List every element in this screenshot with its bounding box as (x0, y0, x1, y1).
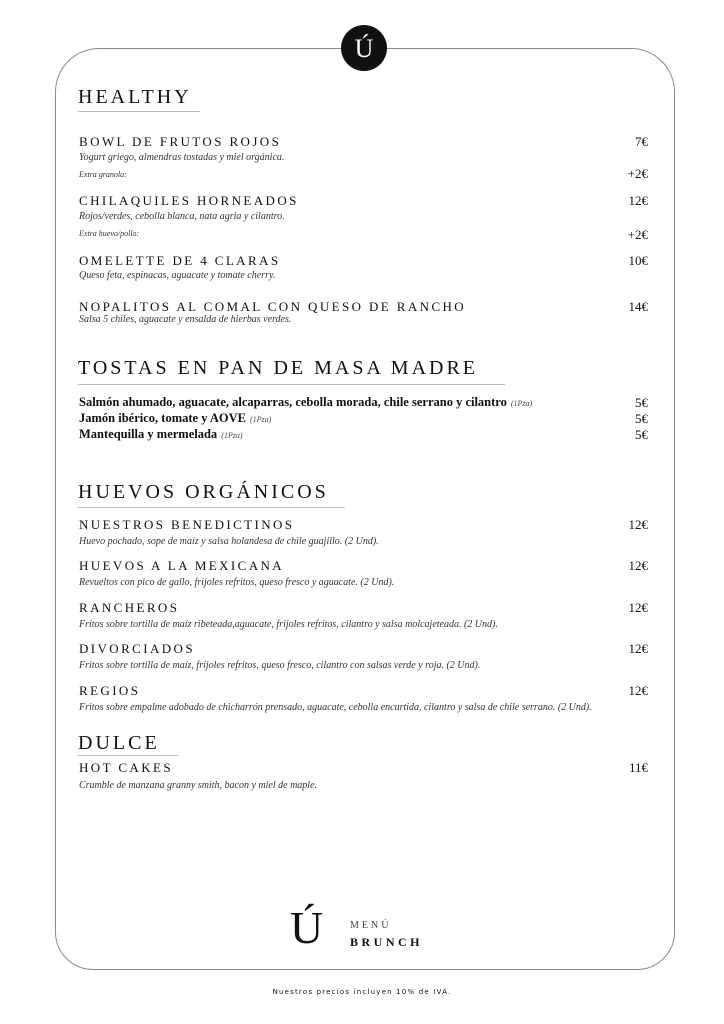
item-price: 12€ (628, 683, 648, 698)
item-name: HUEVOS A LA MEXICANA (79, 558, 285, 573)
item-price: 7€ (635, 134, 648, 149)
item-description: Salsa 5 chiles, aguacate y ensalda de hierbas verdes. (79, 314, 292, 325)
tosta-item (79, 427, 243, 442)
item-name: OMELETTE DE 4 CLARAS (79, 253, 281, 268)
item-name: REGIOS (79, 683, 141, 698)
item-unit: (1Pza) (250, 415, 272, 424)
section-title: HEALTHY (78, 86, 192, 108)
section-divider (78, 507, 345, 508)
section-divider (78, 755, 178, 756)
item-description: Huevo pochado, sope de maíz y salsa holandesa de chile guajillo. (2 Und). (79, 536, 379, 547)
item-description: Yogurt griego, almendras tostadas y miel orgánica. (79, 152, 285, 163)
item-price: 12€ (628, 193, 648, 208)
menu-frame (55, 48, 675, 970)
item-name: BOWL DE FRUTOS ROJOS (79, 134, 282, 149)
item-price: 14€ (628, 299, 648, 314)
item-name: HOT CAKES (79, 760, 173, 775)
section-divider (78, 111, 200, 112)
item-name: Mantequilla y mermelada (79, 427, 218, 441)
item-price: 12€ (628, 517, 648, 532)
item-name: RANCHEROS (79, 600, 180, 615)
section-title: TOSTAS EN PAN DE MASA MADRE (78, 357, 479, 379)
footer-menu-label: MENÚ (350, 920, 392, 931)
item-price: 5€ (635, 427, 648, 442)
item-unit: (1Pza) (510, 399, 533, 408)
section-title: HUEVOS ORGÁNICOS (78, 481, 329, 503)
item-extra-price: +2€ (627, 227, 648, 242)
tosta-item (79, 395, 532, 410)
item-name: NUESTROS BENEDICTINOS (79, 517, 295, 532)
item-price: 12€ (628, 641, 648, 656)
item-price: 5€ (635, 395, 648, 410)
item-description: Crumble de manzana granny smith, bacon y miel de maple. (79, 780, 318, 791)
footer-brunch-label: BRUNCH (350, 935, 424, 949)
item-name: NOPALITOS AL COMAL CON QUESO DE RANCHO (79, 299, 467, 314)
tax-note: Nuestros precios incluyen 10% de IVA. (272, 988, 452, 996)
item-description: Revueltos con pico de gallo, frijoles refritos, queso fresco y aguacate. (2 Und). (79, 577, 395, 588)
item-unit: (1Pza) (221, 431, 243, 440)
item-price: 12€ (628, 558, 648, 573)
item-description: Fritos sobre tortilla de maíz ribeteada,aguacate, frijoles refritos, cilantro y salsa molcajeteada. (2 Und). (79, 619, 498, 630)
section-divider (78, 384, 505, 385)
item-price: 12€ (628, 600, 648, 615)
item-extra-label: Extra granola: (79, 170, 127, 179)
item-description: Rojos/verdes, cebolla blanca, nata agria y cilantro. (79, 211, 285, 222)
item-description: Queso feta, espinacas, aguacate y tomate cherry. (79, 270, 276, 281)
item-name: Salmón ahumado, aguacate, alcaparras, cebolla morada, chile serrano y cilantro (79, 395, 507, 409)
item-price: 5€ (635, 411, 648, 426)
item-description: Fritos sobre tortilla de maíz, frijoles refritos, queso fresco, cilantro con salsas verde y roja. (2 Und). (79, 660, 481, 671)
tosta-item (79, 411, 271, 426)
item-extra-price: +2€ (627, 166, 648, 181)
item-name: DIVORCIADOS (79, 641, 195, 656)
logo-badge: Ú (341, 25, 387, 71)
section-title: DULCE (78, 732, 160, 754)
item-name: Jamón ibérico, tomate y AOVE (79, 411, 246, 425)
item-name: CHILAQUILES HORNEADOS (79, 193, 299, 208)
item-extra-label: Extra huevo/pollo: (79, 229, 140, 238)
footer-logo: Ú (290, 902, 324, 953)
item-price: 11€ (628, 760, 648, 775)
item-description: Fritos sobre empalme adobado de chicharrón prensado, aguacate, cebolla encurtida, cilantro y salsa de chile serrano. (2 Und). (79, 702, 592, 713)
item-price: 10€ (628, 253, 648, 268)
